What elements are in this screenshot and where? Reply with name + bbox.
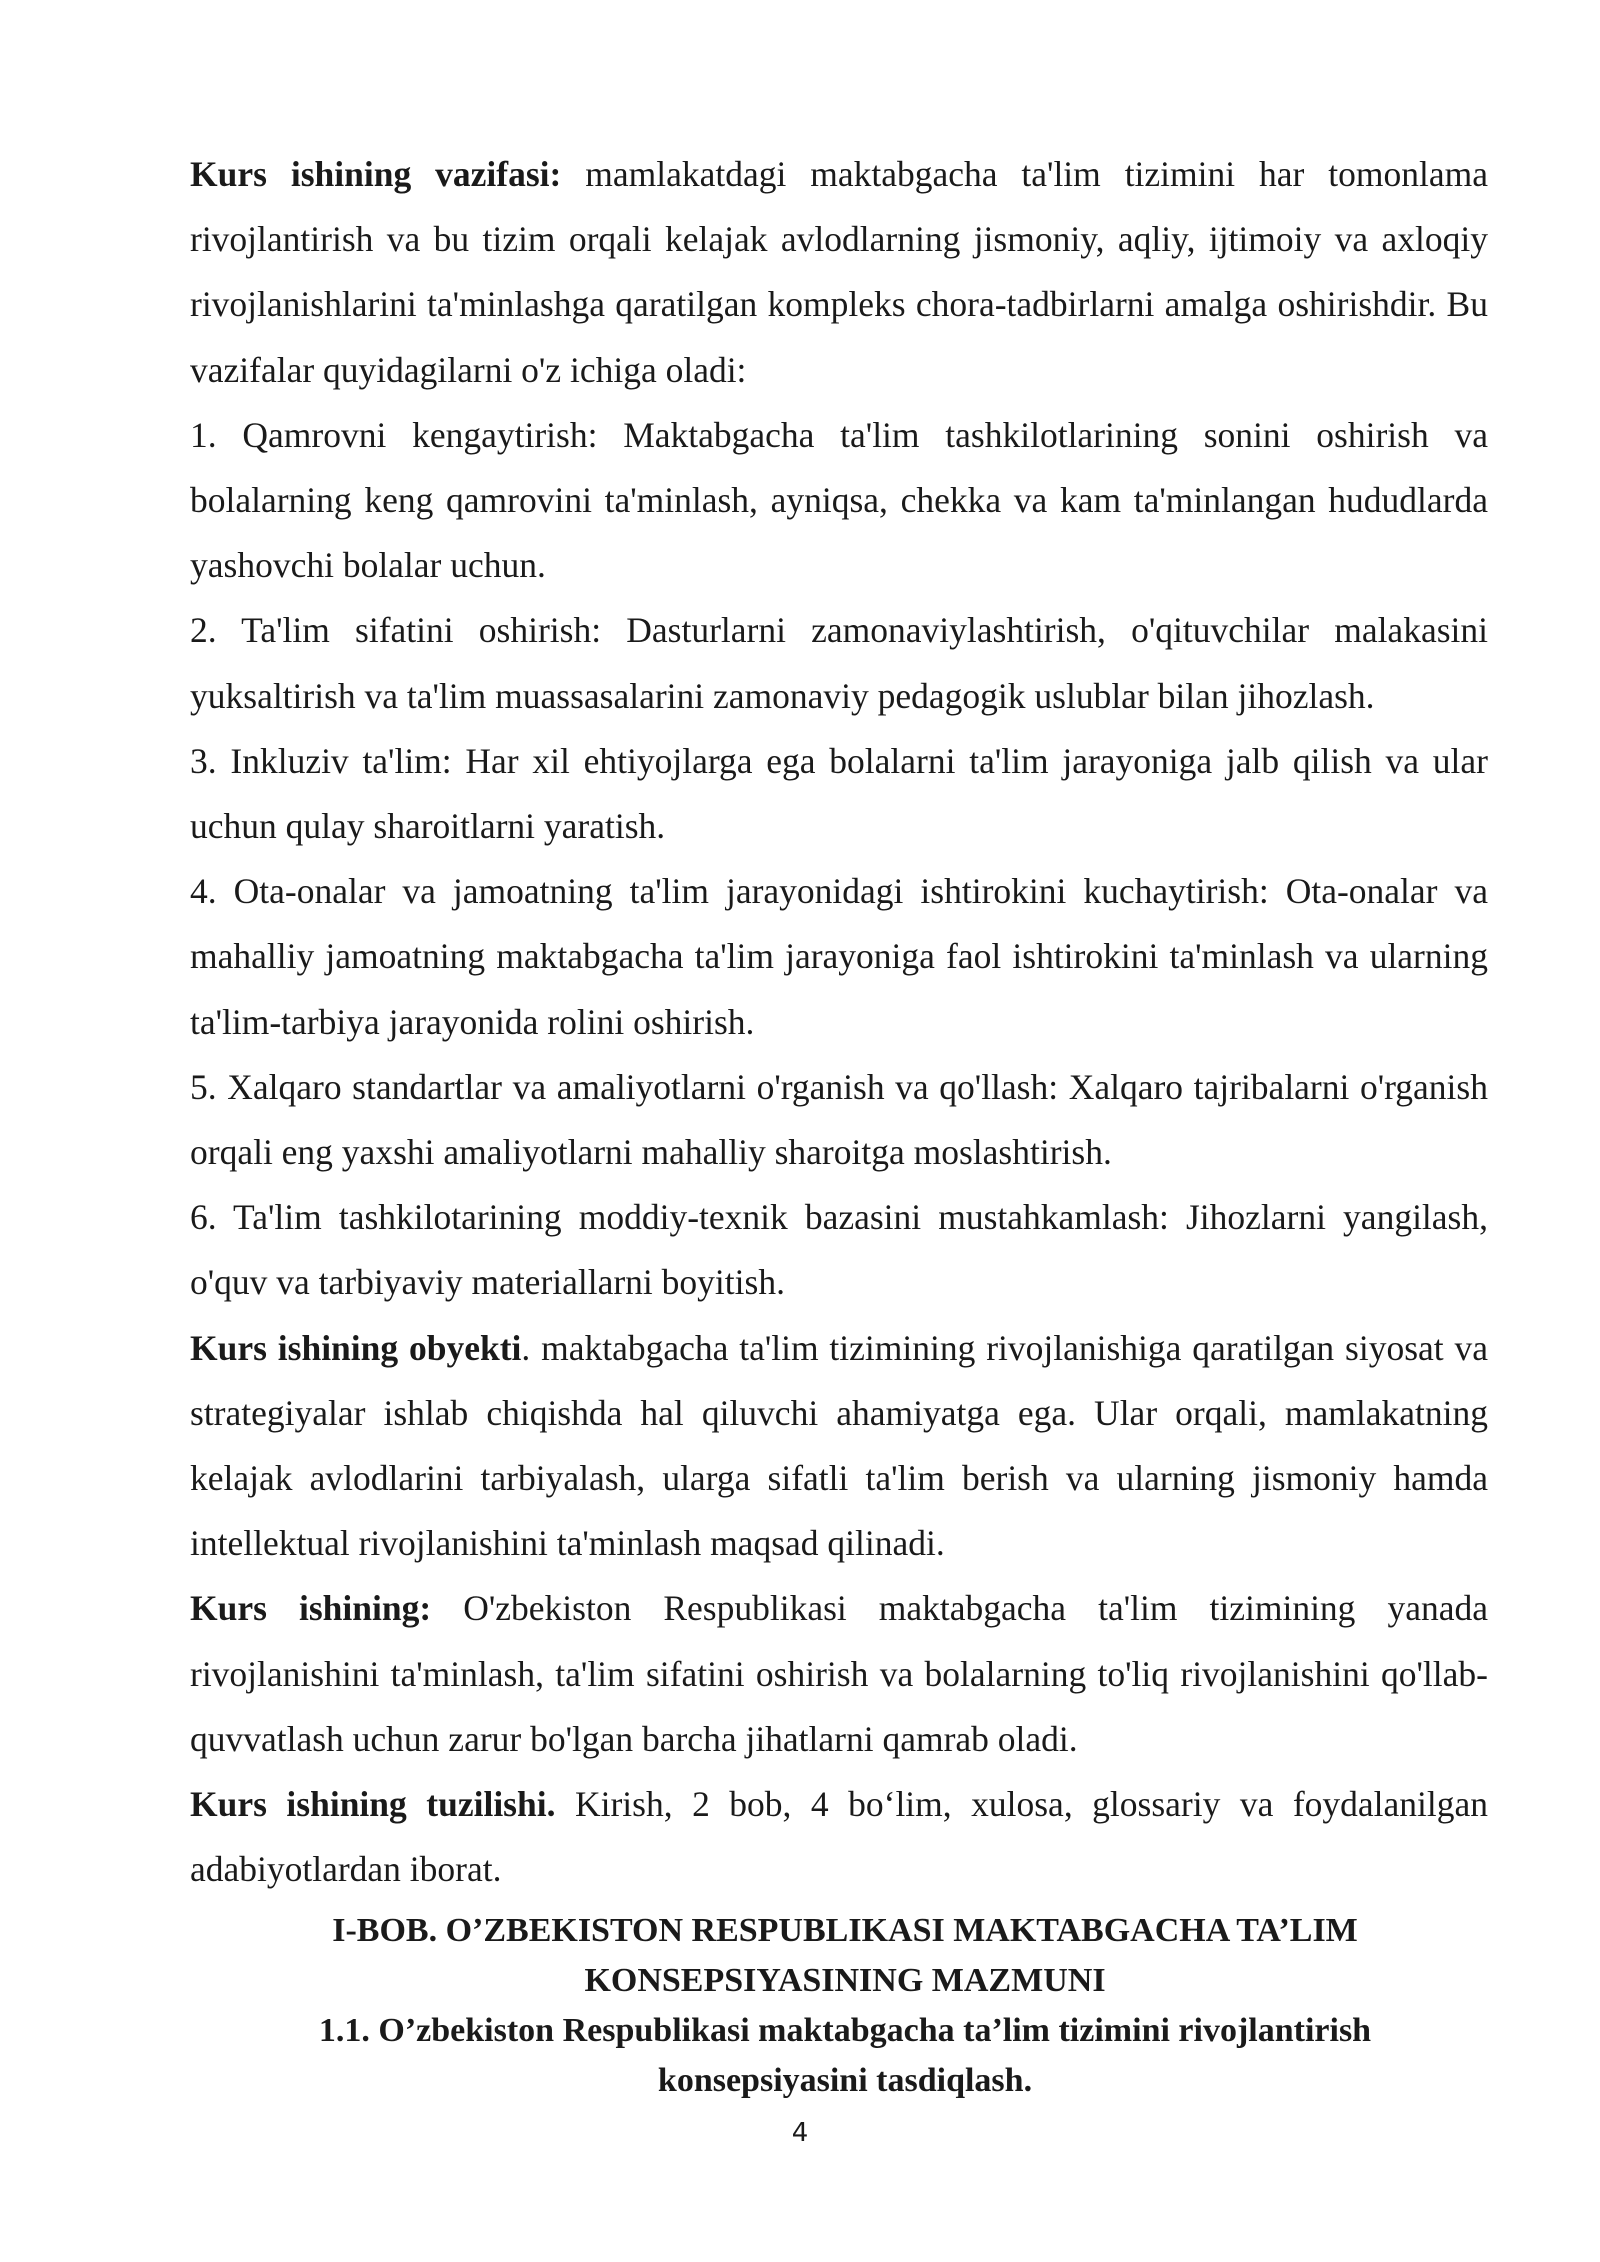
- tasks-text: mamlakatdagi maktabgacha ta'lim tizimini har tomonlama rivojlantirish va bu tizim orqali kelajak avlodlarning jismoniy, aqliy, ijtimoiy va axloqiy rivojlanishlarini ta'minlashga qaratilgan kompleks chora-tadbirlarni amalga oshirishdir. Bu vazifalar quyidagilarni o'z ichiga oladi:: [190, 154, 1489, 390]
- chapter-heading-line-2: KONSEPSIYASINING MAZMUNI: [584, 1962, 1106, 2000]
- list-item-1: 1. Qamrovni kengaytirish: Maktabgacha ta'lim tashkilotlarining sonini oshirish va bolalarning keng qamrovini ta'minlash, ayniqsa, chekka va kam ta'minlangan hududlarda yashovchi bolalar uchun.: [190, 414, 1488, 586]
- section-heading: [190, 2006, 1500, 2106]
- structure-label: Kurs ishining tuzilishi.: [190, 1784, 556, 1825]
- page-number: 4: [791, 2118, 809, 2148]
- structure-paragraph: [190, 1772, 1488, 1902]
- object-label: Kurs ishining obyekti: [190, 1327, 522, 1368]
- list-item-5: 5. Xalqaro standartlar va amaliyotlarni o'rganish va qo'llash: Xalqaro tajribalarni o'rganish orqali eng yaxshi amaliyotlarni mahalliy sharoitga moslashtirish.: [190, 1066, 1488, 1173]
- list-item-3: 3. Inkluziv ta'lim: Har xil ehtiyojlarga ega bolalarni ta'lim jarayoniga jalb qilish va ular uchun qulay sharoitlarni yaratish.: [190, 740, 1488, 847]
- section-heading-line-2: konsepsiyasini tasdiqlash.: [657, 2062, 1033, 2100]
- section-heading-line-1: 1.1. O’zbekiston Respublikasi maktabgacha ta’lim tizimini rivojlantirish: [318, 2012, 1372, 2050]
- list-item-6: 6. Ta'lim tashkilotarining moddiy-texnik bazasini mustahkamlash: Jihozlarni yangilash, o'quv va tarbiyaviy materiallarni boyitish.: [190, 1197, 1488, 1303]
- chapter-heading-line-1: I-BOB. O’ZBEKISTON RESPUBLIKASI MAKTABGACHA TA’LIM: [332, 1912, 1358, 1950]
- scope-paragraph: [190, 1576, 1488, 1772]
- object-text: . maktabgacha ta'lim tizimining rivojlanishiga qaratilgan siyosat va strategiyalar ishlab chiqishda hal qiluvchi ahamiyatga ega. Ular orqali, mamlakatning kelajak avlodlarini tarbiyalash, ularga sifatli ta'lim berish va ularning jismoniy hamda intellektual rivojlanishini ta'minlash maqsad qilinadi.: [190, 1327, 1488, 1564]
- page-body: [190, 142, 1488, 2106]
- tasks-paragraph: [190, 142, 1488, 403]
- list-item-2: 2. Ta'lim sifatini oshirish: Dasturlarni zamonaviylashtirish, o'qituvchilar malakasini yuksaltirish va ta'lim muassasalarini zamonaviy pedagogik uslublar bilan jihozlash.: [190, 610, 1488, 716]
- chapter-heading: [190, 1906, 1500, 2006]
- tasks-label: Kurs ishining vazifasi:: [190, 154, 562, 194]
- list-item-4: 4. Ota-onalar va jamoatning ta'lim jarayonidagi ishtirokini kuchaytirish: Ota-onalar va mahalliy jamoatning maktabgacha ta'lim jarayoniga faol ishtirokini ta'minlash va ularning ta'lim-tarbiya jarayonida rolini oshirish.: [190, 871, 1488, 1042]
- scope-text: O'zbekiston Respublikasi maktabgacha ta'lim tizimining yanada rivojlanishini ta'minlash, ta'lim sifatini oshirish va bolalarning to'liq rivojlanishini qo'llab-quvvatlash uchun zarur bo'lgan barcha jihatlarni qamrab oladi.: [190, 1588, 1488, 1759]
- structure-text: Kirish, 2 bob, 4 bo‘lim, xulosa, glossariy va foydalanilgan adabiyotlardan iborat.: [190, 1784, 1488, 1890]
- scope-label: Kurs ishining:: [190, 1588, 432, 1629]
- object-paragraph: [190, 1316, 1488, 1577]
